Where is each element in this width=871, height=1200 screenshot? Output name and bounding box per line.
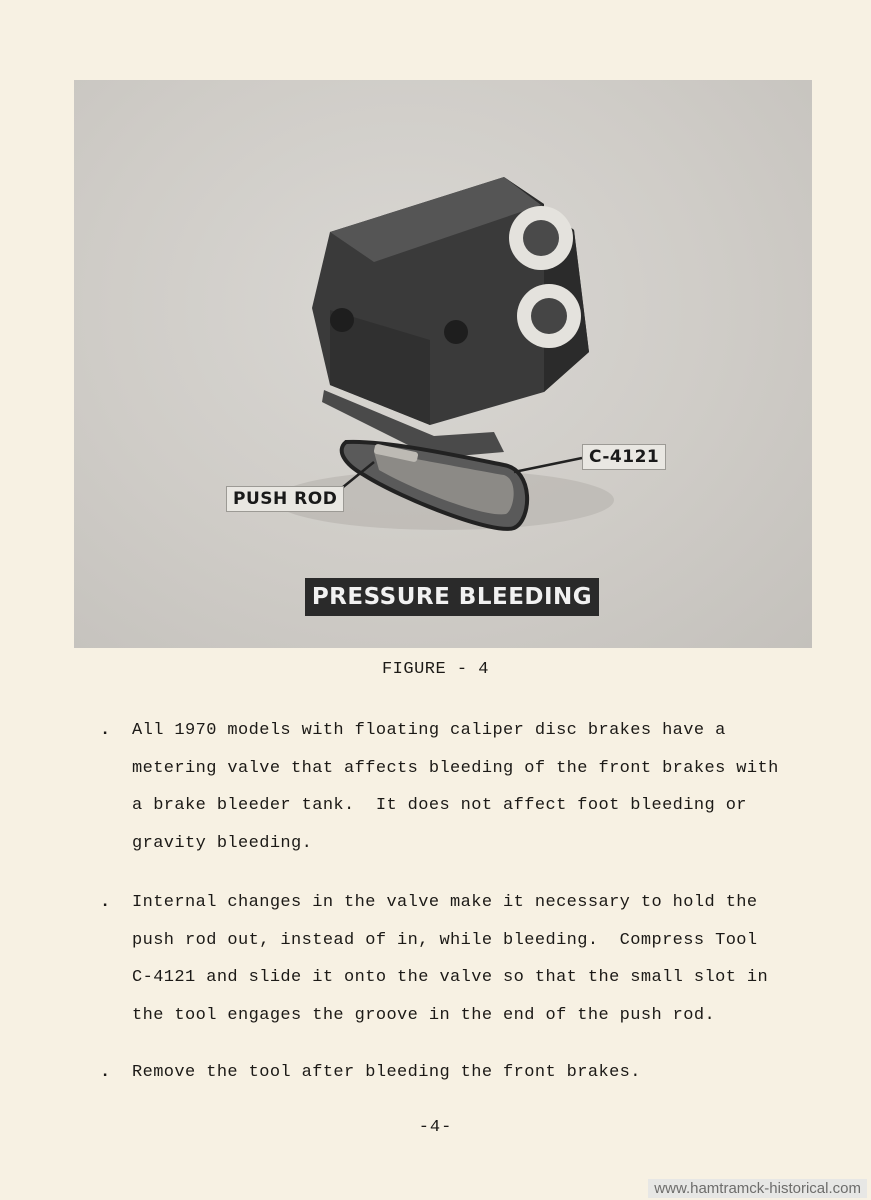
paragraph-line: metering valve that affects bleeding of the front brakes with [132, 758, 779, 778]
paragraph-line: push rod out, instead of in, while bleeding. Compress Tool [132, 930, 758, 950]
callout-push-rod: PUSH ROD [226, 486, 344, 512]
paragraph-line: the tool engages the groove in the end of the push rod. [132, 1005, 716, 1025]
callout-tool-c4121: C-4121 [582, 444, 666, 470]
bullet-paragraph [100, 884, 832, 1034]
figure-photo [74, 80, 812, 648]
figure-caption: FIGURE - 4 [381, 660, 490, 679]
figure-banner: PRESSURE BLEEDING [305, 578, 599, 616]
paragraph-line: All 1970 models with floating caliper disc brakes have a [132, 721, 726, 740]
watermark: www.hamtramck-historical.com [648, 1179, 867, 1198]
bullet-paragraph [100, 1054, 832, 1092]
paragraph-line: C-4121 and slide it onto the valve so that the small slot in [132, 968, 769, 987]
page-number: -4- [418, 1118, 453, 1137]
paragraph-line: Remove the tool after bleeding the front brakes. [132, 1063, 641, 1082]
paragraph-line: Internal changes in the valve make it necessary to hold the [132, 893, 758, 912]
bullet-paragraph [100, 712, 832, 862]
bullet-symbol: . [100, 721, 111, 740]
paragraph-line: gravity bleeding. [132, 833, 313, 853]
bullet-symbol: . [100, 893, 111, 912]
bullet-symbol: . [100, 1063, 111, 1082]
metering-valve-illustration [74, 80, 812, 648]
paragraph-line: a brake bleeder tank. It does not affect foot bleeding or [132, 796, 747, 815]
